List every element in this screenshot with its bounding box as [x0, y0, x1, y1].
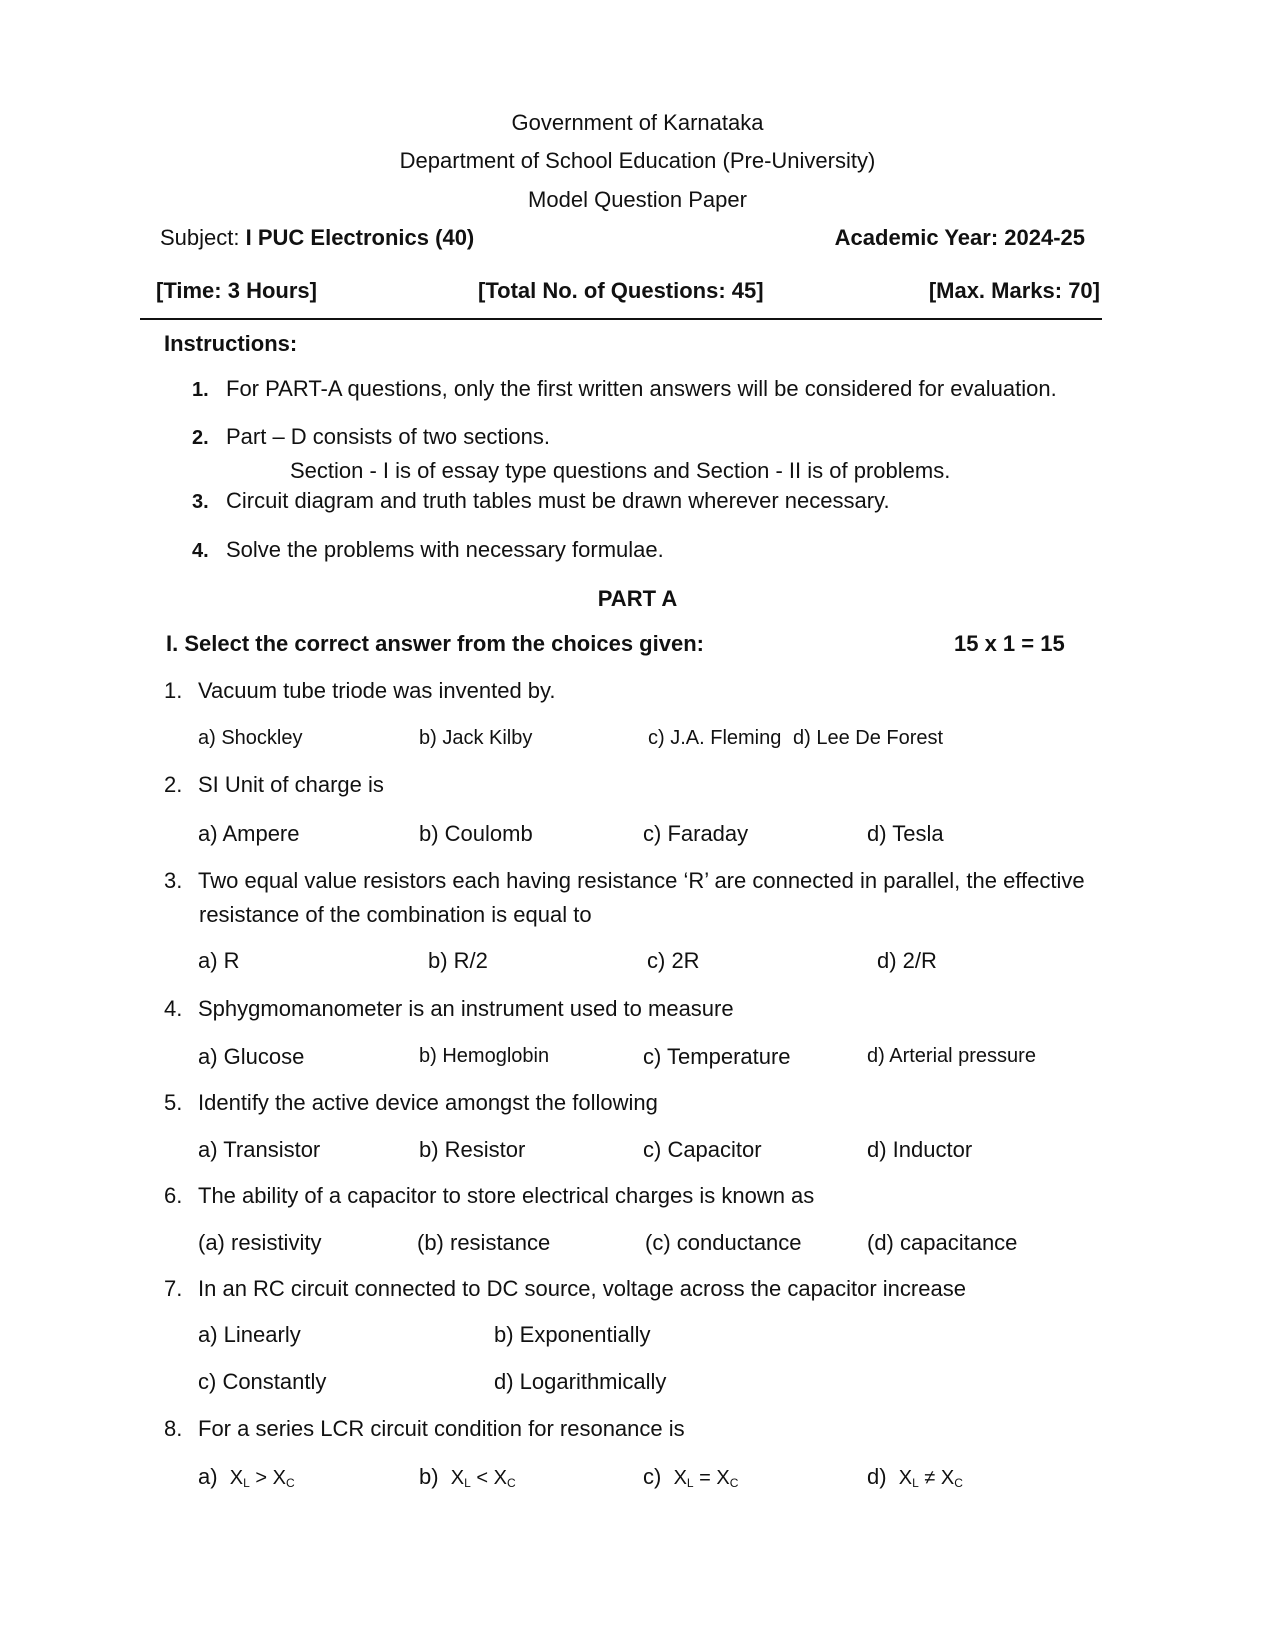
option-b: b) R/2 [428, 948, 488, 973]
subject-label: Subject: [160, 225, 240, 250]
option-c: c) J.A. Fleming [648, 727, 782, 749]
section-heading: I. Select the correct answer from the choices given: [166, 631, 704, 656]
option-a: a) Transistor [198, 1137, 321, 1162]
option-expression: $X_L > X_C$ [229, 1467, 295, 1490]
instruction-text: For PART-A questions, only the first written answers will be considered for evaluation. [226, 376, 1057, 401]
option-c: c) Constantly [198, 1369, 327, 1394]
option-d: d) Arterial pressure [867, 1045, 1036, 1067]
instructions-title: Instructions: [164, 331, 298, 356]
question-2 [164, 772, 384, 797]
instruction-number: 1. [192, 379, 209, 401]
question-4 [164, 996, 734, 1021]
option-d: d) 2/R [877, 948, 937, 973]
option-a: (a) resistivity [198, 1230, 322, 1255]
instruction-number: 2. [192, 427, 209, 449]
option-label: a) [198, 1464, 218, 1489]
instruction-number: 4. [192, 540, 209, 562]
option-d: d) Inductor [867, 1137, 973, 1162]
question-text-continued: resistance of the combination is equal to [199, 902, 592, 927]
option-c: c) Capacitor [643, 1137, 762, 1162]
header-line-2: Department of School Education (Pre-University) [399, 148, 876, 173]
option-b: b) Hemoglobin [419, 1045, 550, 1067]
option-a: a) Shockley [198, 727, 303, 749]
option-d: d) Tesla [867, 821, 944, 846]
header-line-1: Government of Karnataka [511, 110, 764, 135]
question-5 [164, 1090, 658, 1115]
question-6 [164, 1183, 814, 1208]
option-label: b) [419, 1464, 439, 1489]
question-text: For a series LCR circuit condition for resonance is [198, 1416, 685, 1441]
academic-year: Academic Year: 2024-25 [834, 225, 1085, 250]
question-3 [164, 868, 1085, 893]
part-title: PART A [597, 586, 678, 611]
instruction-text: Circuit diagram and truth tables must be drawn wherever necessary. [226, 488, 890, 513]
question-7 [164, 1276, 966, 1301]
option-d [867, 1464, 963, 1491]
option-c: c) 2R [647, 948, 700, 973]
instruction-item [192, 488, 890, 514]
header-divider [140, 318, 1102, 320]
question-text: Identify the active device amongst the following [198, 1090, 658, 1115]
option-c: c) Temperature [643, 1044, 791, 1069]
option-c [643, 1464, 738, 1491]
question-text: Vacuum tube triode was invented by. [198, 678, 556, 703]
option-a [198, 1464, 295, 1491]
subject-value: I PUC Electronics (40) [245, 225, 475, 250]
option-d: d) Logarithmically [494, 1369, 667, 1394]
option-a: a) Glucose [198, 1044, 305, 1069]
question-text: Sphygmomanometer is an instrument used to measure [198, 996, 734, 1021]
question-number: 8. [164, 1416, 183, 1441]
instruction-item [192, 424, 550, 450]
question-8 [164, 1416, 685, 1441]
option-d: d) Lee De Forest [793, 727, 944, 749]
instruction-subtext: Section - I is of essay type questions and Section - II is of problems. [290, 458, 951, 483]
option-b: (b) resistance [417, 1230, 551, 1255]
option-a: a) Ampere [198, 821, 300, 846]
subject-line [160, 225, 474, 250]
section-marks: 15 x 1 = 15 [954, 631, 1065, 656]
option-b: b) Jack Kilby [419, 727, 533, 749]
question-text: Two equal value resistors each having resistance ‘R’ are connected in parallel, the effective [198, 868, 1085, 893]
option-label: c) [643, 1464, 662, 1489]
option-d: (d) capacitance [867, 1230, 1018, 1255]
header-line-3: Model Question Paper [528, 187, 747, 212]
instruction-text: Solve the problems with necessary formulae. [226, 537, 664, 562]
instruction-number: 3. [192, 491, 209, 513]
option-expression: $X_L \ne X_C$ [898, 1467, 963, 1490]
option-b [419, 1464, 516, 1491]
question-text: SI Unit of charge is [198, 772, 384, 797]
question-text: The ability of a capacitor to store electrical charges is known as [198, 1183, 815, 1208]
instruction-item [192, 376, 1057, 402]
question-number: 4. [164, 996, 183, 1021]
option-b: b) Resistor [419, 1137, 526, 1162]
question-text: In an RC circuit connected to DC source, voltage across the capacitor increase [198, 1276, 966, 1301]
option-label: d) [867, 1464, 887, 1489]
option-c: c) Faraday [643, 821, 749, 846]
max-marks-info: [Max. Marks: 70] [928, 278, 1100, 303]
option-c: (c) conductance [645, 1230, 802, 1255]
question-number: 1. [164, 678, 183, 703]
total-questions-info: [Total No. of Questions: 45] [478, 278, 764, 303]
question-number: 6. [164, 1183, 183, 1208]
instruction-item [192, 537, 664, 563]
question-number: 7. [164, 1276, 183, 1301]
option-expression: $X_L < X_C$ [450, 1467, 516, 1490]
time-info: [Time: 3 Hours] [156, 278, 317, 303]
option-a: a) Linearly [198, 1322, 301, 1347]
option-expression: $X_L = X_C$ [673, 1467, 739, 1490]
question-1 [164, 678, 556, 703]
question-number: 2. [164, 772, 183, 797]
question-number: 3. [164, 868, 183, 893]
option-a: a) R [198, 948, 240, 973]
question-number: 5. [164, 1090, 183, 1115]
option-b: b) Exponentially [494, 1322, 651, 1347]
option-b: b) Coulomb [419, 821, 533, 846]
instruction-text: Part – D consists of two sections. [226, 424, 551, 449]
